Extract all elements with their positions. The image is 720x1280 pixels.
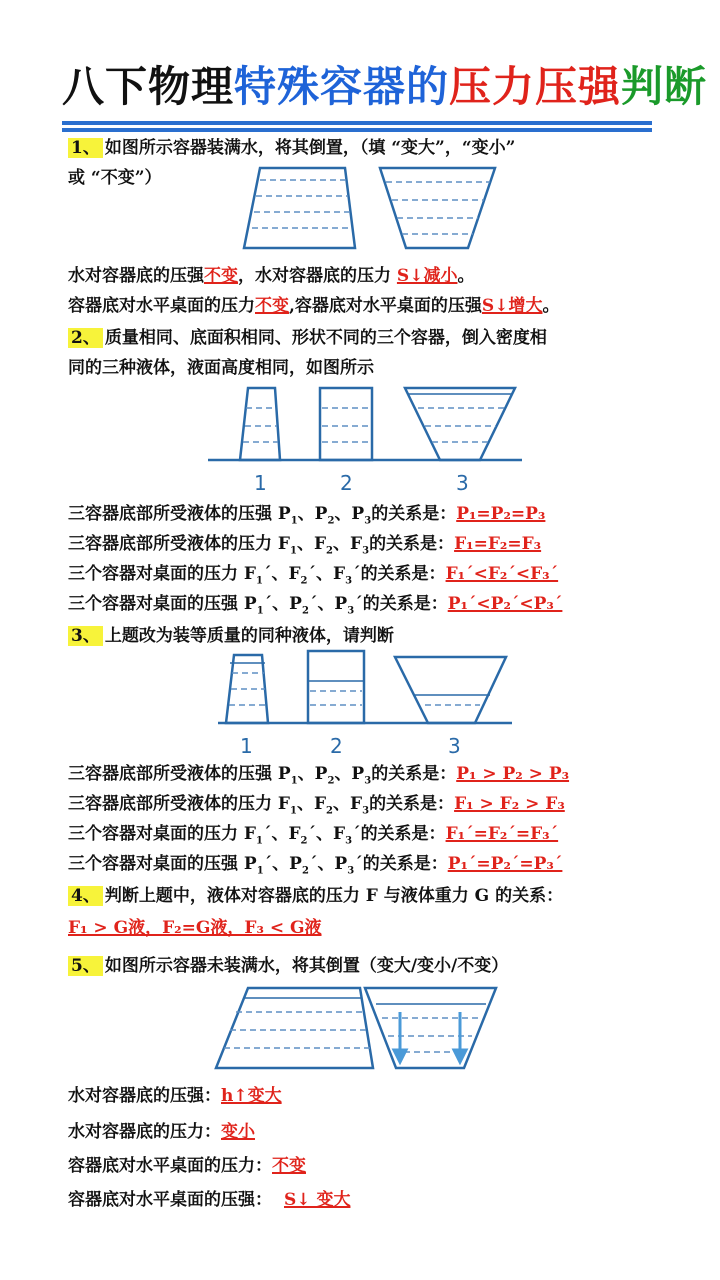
q1-a1-end: 。 bbox=[457, 266, 475, 286]
q5-a3-pre: 容器底对水平桌面的压力： bbox=[68, 1156, 272, 1176]
q2-figure bbox=[200, 380, 530, 495]
q1-a1-mid: ，水对容器底的压力 bbox=[238, 266, 397, 286]
q4-answer bbox=[68, 914, 322, 942]
q3-label-2: 2 bbox=[330, 734, 343, 758]
q1-container-inverted bbox=[380, 168, 495, 248]
q5-a1-pre: 水对容器底的压强： bbox=[68, 1086, 221, 1106]
q3-r4-mid: 的关系是： bbox=[362, 854, 448, 874]
q5-a4-ans: S↓ 变大 bbox=[284, 1190, 351, 1210]
q3-r4-ans: P₁´=P₂´=P₃´ bbox=[447, 854, 563, 874]
title-part-3: 压力压强 bbox=[449, 62, 622, 111]
q5-prompt bbox=[68, 952, 508, 980]
q3-r2-ans: F₁ > F₂ > F₃ bbox=[454, 794, 565, 814]
q3-r3-pre: 三个容器对桌面的压力 F bbox=[68, 824, 256, 844]
q2-prompt-2: 同的三种液体，液面高度相同，如图所示 bbox=[68, 358, 374, 378]
q3-r1-ans: P₁ > P₂ > P₃ bbox=[456, 764, 570, 784]
q2-r2-ans: F₁=F₂=F₃ bbox=[454, 534, 542, 554]
q3-result-2: 三容器底部所受液体的压力 $F_1$、$F_2$、$F_3$的关系是：F₁ > F₂ > F₃ bbox=[68, 794, 565, 817]
q2-r4-ans: P₁´<P₂´<P₃´ bbox=[447, 594, 563, 614]
q5-figure bbox=[210, 982, 510, 1077]
q1-a1-pre: 水对容器底的压强 bbox=[68, 266, 204, 286]
q5-a2-pre: 水对容器底的压力： bbox=[68, 1122, 221, 1142]
q5-a2-ans: 变小 bbox=[221, 1122, 255, 1142]
q1-a2-mid: ,容器底对水平桌面的压强 bbox=[289, 296, 482, 316]
q3-result-1: 三容器底部所受液体的压强 $P_1$、$P_2$、$P_3$的关系是：P₁ > P₂ > P₃ bbox=[68, 764, 570, 787]
q1-a1-ans: 不变 bbox=[204, 266, 238, 286]
q5-number: 5、 bbox=[68, 956, 103, 976]
q2-r3-ans: F₁´<F₂´<F₃´ bbox=[445, 564, 559, 584]
q1-prompt bbox=[68, 134, 515, 162]
q5-a4-pre: 容器底对水平桌面的压强： bbox=[68, 1190, 272, 1210]
q3-r1-pre: 三容器底部所受液体的压强 P bbox=[68, 764, 291, 784]
q3-label-1: 1 bbox=[240, 734, 253, 758]
q3-label-3: 3 bbox=[448, 734, 461, 758]
q2-r4-mid: 的关系是： bbox=[362, 594, 448, 614]
page-title bbox=[62, 58, 707, 116]
q2-result-4: 三个容器对桌面的压强 $P_1´$、$P_2´$、$P_3´$的关系是：P₁´<P₂´<P₃´ bbox=[68, 594, 563, 617]
q3-result-4: 三个容器对桌面的压强 $P_1´$、$P_2´$、$P_3´$的关系是：P₁´=P₂´=P₃´ bbox=[68, 854, 563, 877]
q1-a2-pre: 容器底对水平桌面的压力 bbox=[68, 296, 255, 316]
q4-text: 判断上题中，液体对容器底的压力 F 与液体重力 G 的关系： bbox=[104, 886, 564, 906]
q2-result-1: 三容器底部所受液体的压强 $P_1$、$P_2$、$P_3$的关系是：P₁=P₂=P₃ bbox=[68, 504, 546, 527]
title-rule-bottom bbox=[62, 128, 652, 132]
q1-answer-1 bbox=[68, 262, 474, 290]
q1-a2-ans: 不变 bbox=[255, 296, 289, 316]
q2-result-2: 三容器底部所受液体的压力 $F_1$、$F_2$、$F_3$的关系是：F₁=F₂=F₃ bbox=[68, 534, 542, 557]
q5-a1-ans: h↑变大 bbox=[221, 1086, 282, 1106]
q1-a1-ans2: S↓减小 bbox=[396, 266, 458, 286]
q5-answer-1 bbox=[68, 1082, 282, 1110]
q2-r2-pre: 三容器底部所受液体的压力 F bbox=[68, 534, 290, 554]
q5-text: 如图所示容器未装满水，将其倒置（变大/变小/不变） bbox=[104, 956, 509, 976]
q3-text: 上题改为装等质量的同种液体，请判断 bbox=[104, 626, 394, 646]
q2-text: 质量相同、底面积相同、形状不同的三个容器，倒入密度相 bbox=[104, 328, 547, 348]
q1-a2-ans2: S↓增大 bbox=[481, 296, 543, 316]
q2-r4-pre: 三个容器对桌面的压强 P bbox=[68, 594, 257, 614]
q2-result-3: 三个容器对桌面的压力 $F_1´$、$F_2´$、$F_3´$的关系是：F₁´<F₂´<F₃´ bbox=[68, 564, 559, 587]
q5-answer-3 bbox=[68, 1152, 306, 1180]
q1-text: 如图所示容器装满水，将其倒置，（填 “变大”，“变小” bbox=[104, 138, 516, 158]
q1-prompt-2: 或 “不变”） bbox=[68, 168, 162, 188]
q5-answer-4 bbox=[68, 1186, 350, 1214]
title-part-4: 判断 bbox=[621, 62, 708, 111]
q4-prompt bbox=[68, 882, 563, 910]
q5-a3-ans: 不变 bbox=[272, 1156, 306, 1176]
q3-result-3: 三个容器对桌面的压力 $F_1´$、$F_2´$、$F_3´$的关系是：F₁´=F₂´=F₃´ bbox=[68, 824, 559, 847]
q1-number: 1、 bbox=[68, 138, 103, 158]
q2-r1-pre: 三容器底部所受液体的压强 P bbox=[68, 504, 291, 524]
q3-r3-ans: F₁´=F₂´=F₃´ bbox=[445, 824, 559, 844]
q2-r1-ans: P₁=P₂=P₃ bbox=[456, 504, 546, 524]
q1-a2-end: 。 bbox=[542, 296, 560, 316]
q2-r2-mid: 的关系是： bbox=[369, 534, 455, 554]
q2-label-3: 3 bbox=[456, 471, 469, 495]
q3-r2-pre: 三容器底部所受液体的压力 F bbox=[68, 794, 290, 814]
q2-label-2: 2 bbox=[340, 471, 353, 495]
title-rule-top bbox=[62, 121, 652, 125]
q2-label-1: 1 bbox=[254, 471, 267, 495]
q1-answer-2 bbox=[68, 292, 559, 320]
q3-r4-pre: 三个容器对桌面的压强 P bbox=[68, 854, 257, 874]
q4-ans: F₁ > G液，F₂=G液，F₃ < G液 bbox=[68, 918, 322, 938]
q3-number: 3、 bbox=[68, 626, 103, 646]
title-part-2: 特殊容器的 bbox=[234, 62, 450, 111]
title-part-1: 八下物理 bbox=[62, 62, 235, 111]
q4-number: 4、 bbox=[68, 886, 103, 906]
q2-r1-mid: 的关系是： bbox=[371, 504, 457, 524]
q3-r2-mid: 的关系是： bbox=[369, 794, 455, 814]
q2-r3-mid: 的关系是： bbox=[360, 564, 446, 584]
q3-r3-mid: 的关系是： bbox=[360, 824, 446, 844]
q2-number: 2、 bbox=[68, 328, 103, 348]
q2-r3-pre: 三个容器对桌面的压力 F bbox=[68, 564, 256, 584]
q2-prompt bbox=[68, 324, 547, 352]
q3-r1-mid: 的关系是： bbox=[371, 764, 457, 784]
q1-figure bbox=[230, 160, 520, 260]
q3-figure bbox=[210, 645, 520, 760]
q5-answer-2 bbox=[68, 1118, 255, 1146]
